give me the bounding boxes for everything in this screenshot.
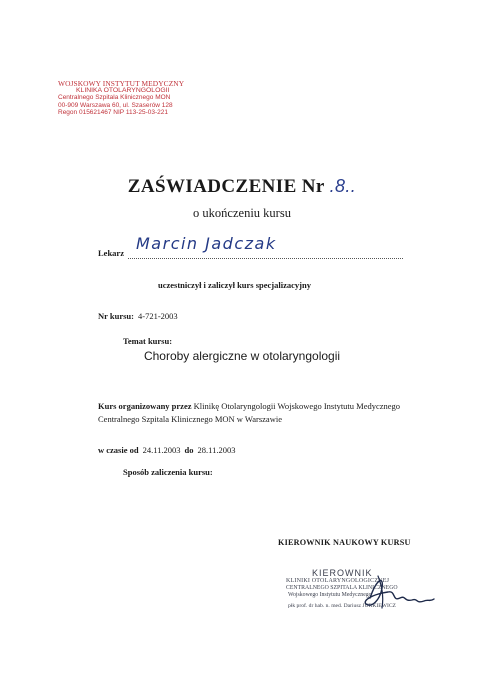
handwritten-signature xyxy=(322,568,442,613)
course-number-row xyxy=(98,306,178,324)
organizer-paragraph xyxy=(98,400,428,425)
date-from-label: w czasie od xyxy=(98,445,139,455)
date-to: 28.11.2003 xyxy=(197,445,236,455)
stamp-line-4: 00-909 Warszawa 60, ul. Szaserów 128 xyxy=(58,101,173,109)
certificate-number: .8.. xyxy=(329,176,357,196)
certificate-title-text: ZAŚWIADCZENIE Nr xyxy=(127,176,325,197)
head-title: KIEROWNIK NAUKOWY KURSU xyxy=(278,538,411,547)
organizer-value: Klinikę Otolaryngologii Wojskowego Instytutu Medycznego Centralnego Szpitala Klinicznego MON w Warszawie xyxy=(98,401,401,424)
signature-stamp-line-1: KIEROWNIK xyxy=(312,568,373,578)
institution-stamp xyxy=(58,80,184,116)
stamp-line-3: Centralnego Szpitala Klinicznego MON xyxy=(58,94,171,102)
signature-stamp xyxy=(282,560,442,620)
completion-label: Sposób zaliczenia kursu: xyxy=(123,467,213,477)
certificate-title xyxy=(0,176,484,198)
stamp-line-5: Regon 015621467 NIP 113-25-03-221 xyxy=(58,108,168,116)
signature-stamp-line-2: KLINIKI OTOLARYNGOLOGICZNEJ xyxy=(286,578,390,584)
doctor-name: Marcin Jadczak xyxy=(136,234,277,253)
topic-value: Choroby alergiczne w otolaryngologii xyxy=(143,349,341,363)
date-from: 24.11.2003 xyxy=(142,445,181,455)
course-number-label: Nr kursu: xyxy=(98,311,134,321)
certificate-subtitle: o ukończeniu kursu xyxy=(193,206,291,220)
doctor-name-field xyxy=(128,234,403,259)
organizer-label: Kurs organizowany przez xyxy=(98,401,192,411)
date-to-label: do xyxy=(184,445,194,455)
signature-stamp-line-4: Wojskowego Instytutu Medycznego xyxy=(288,592,372,598)
course-number-value: 4-721-2003 xyxy=(137,311,178,321)
doctor-label: Lekarz xyxy=(98,248,124,258)
signature-stamp-line-5: płk prof. dr hab. n. med. Dariusz JURKIEWICZ xyxy=(288,603,396,609)
dates-row xyxy=(98,440,235,458)
topic-label: Temat kursu: xyxy=(123,336,173,346)
status-text: uczestniczył i zaliczył kurs specjalizacyjny xyxy=(158,280,311,290)
stamp-line-1: WOJSKOWY INSTYTUT MEDYCZNY xyxy=(58,79,185,88)
signature-stamp-line-3: CENTRALNEGO SZPITALA KLINICZNEGO xyxy=(286,585,398,591)
stamp-line-2: KLINIKA OTOLARYNGOLOGII xyxy=(76,87,170,95)
